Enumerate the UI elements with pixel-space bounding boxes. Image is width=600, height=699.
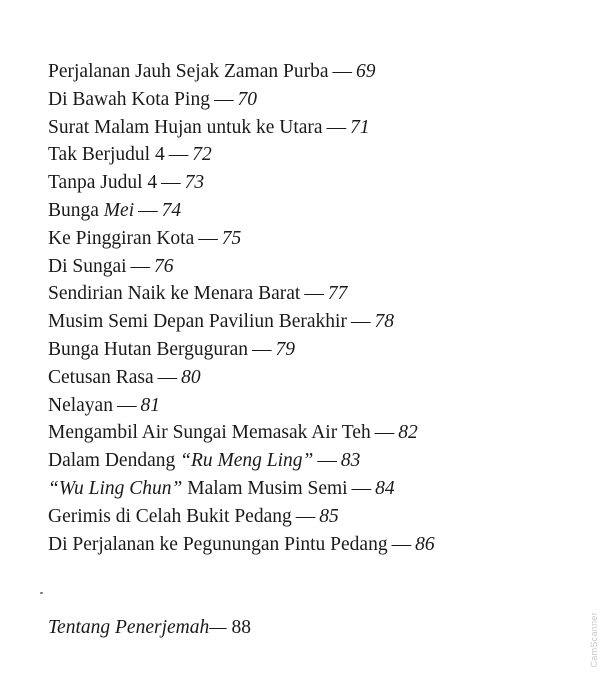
toc-entry-dash: — [213, 88, 234, 110]
toc-entry-page-number: 76 [154, 255, 174, 277]
toc-entry-title: Perjalanan Jauh Sejak Zaman Purba [48, 61, 329, 82]
toc-entry-page-number: 83 [340, 450, 361, 472]
toc-entry-page-number: 69 [356, 61, 376, 82]
toc-entry [48, 114, 435, 142]
toc-entry-page-number: 81 [140, 394, 160, 416]
toc-entry-dash: — [252, 338, 272, 360]
toc-entry-dash: — [198, 227, 218, 249]
about-title: Tentang Penerjemah [48, 617, 210, 638]
toc-entry [48, 531, 435, 559]
toc-entry [48, 197, 435, 225]
toc-entry-dash: — [374, 422, 395, 444]
toc-entry-title: Surat Malam Hujan untuk ke Utara [48, 116, 323, 138]
toc-entry-title: Di Bawah Kota Ping [48, 88, 210, 110]
toc-entry-title: Gerimis di Celah Bukit Pedang [48, 505, 292, 527]
toc-entry-title: Mei [103, 199, 135, 221]
toc-entry [48, 141, 435, 169]
toc-entry-page-number: 78 [374, 311, 394, 333]
toc-entry-title: Dalam Dendang [48, 450, 181, 472]
toc-entry-dash: — [157, 366, 178, 388]
toc-entry [48, 475, 435, 503]
toc-entry-dash: — [304, 283, 324, 305]
toc-entry-page-number: 71 [350, 116, 370, 138]
toc-entry-page-number: 80 [181, 366, 201, 388]
toc-entry-page-number: 72 [192, 144, 212, 166]
toc-entry-page-number: 86 [415, 533, 435, 555]
toc-entry-about-translator [48, 617, 251, 639]
toc-entry-page-number: 84 [375, 477, 395, 499]
toc-entry-title: Tak Berjudul 4 [48, 144, 165, 166]
toc-entry-title: “Wu Ling Chun” [48, 477, 183, 499]
toc-entry [48, 503, 435, 531]
toc-entry-dash: — [351, 477, 372, 499]
toc-entry-dash: — [138, 199, 158, 221]
scanner-watermark: CamScanner [589, 612, 599, 668]
toc-entry [48, 336, 435, 364]
toc-entry-page-number: 85 [319, 505, 339, 527]
toc-entry-dash: — [317, 450, 337, 472]
toc-entry [48, 308, 435, 336]
toc-entry [48, 58, 435, 86]
toc-entry [48, 225, 435, 253]
toc-entry-page-number: 74 [161, 199, 182, 221]
toc-entry-dash: — [168, 144, 189, 166]
toc-entry-title: “Ru Meng Ling” [180, 450, 314, 472]
toc-entry-title: Tanpa Judul 4 [48, 172, 158, 194]
toc-entry-dash: — [295, 505, 316, 527]
toc-entry-dash: — [116, 394, 137, 416]
table-of-contents [48, 58, 435, 558]
toc-entry [48, 364, 435, 392]
toc-entry [48, 280, 435, 308]
toc-entry-title: Ke Pinggiran Kota [48, 227, 195, 249]
toc-entry-page-number: 77 [327, 283, 348, 305]
scan-speck [40, 592, 43, 594]
toc-entry-page-number: 82 [398, 422, 418, 444]
toc-entry-title: Di Sungai [48, 255, 127, 277]
toc-entry-dash: — [326, 116, 347, 138]
toc-entry-dash: — [391, 533, 412, 555]
toc-entry-title: Bunga Hutan Berguguran [48, 338, 249, 360]
toc-entry-page-number: 73 [184, 172, 205, 194]
about-dash: — [209, 617, 227, 638]
toc-entry-dash: — [350, 311, 371, 333]
toc-entry [48, 253, 435, 281]
toc-entry-title: Musim Semi Depan Paviliun Berakhir [48, 311, 347, 333]
toc-entry-title: Malam Musim Semi [182, 477, 348, 499]
toc-entry-title: Di Perjalanan ke Pegunungan Pintu Pedang [48, 533, 388, 555]
toc-entry [48, 169, 435, 197]
toc-entry-page-number: 70 [237, 88, 257, 110]
toc-entry-title: Nelayan [48, 394, 113, 416]
toc-entry-title: Bunga [48, 199, 104, 221]
toc-entry-title: Cetusan Rasa [48, 366, 154, 388]
toc-entry-title: Mengambil Air Sungai Memasak Air Teh [48, 422, 371, 444]
toc-entry-dash: — [161, 172, 181, 194]
toc-entry-page-number: 75 [221, 227, 242, 249]
toc-entry-dash: — [332, 61, 352, 82]
toc-entry-page-number: 79 [275, 338, 296, 360]
toc-entry [48, 447, 435, 475]
about-page-number: 88 [231, 617, 251, 638]
toc-entry [48, 419, 435, 447]
toc-entry-dash: — [130, 255, 151, 277]
toc-entry [48, 392, 435, 420]
toc-entry [48, 86, 435, 114]
toc-entry-title: Sendirian Naik ke Menara Barat [48, 283, 301, 305]
